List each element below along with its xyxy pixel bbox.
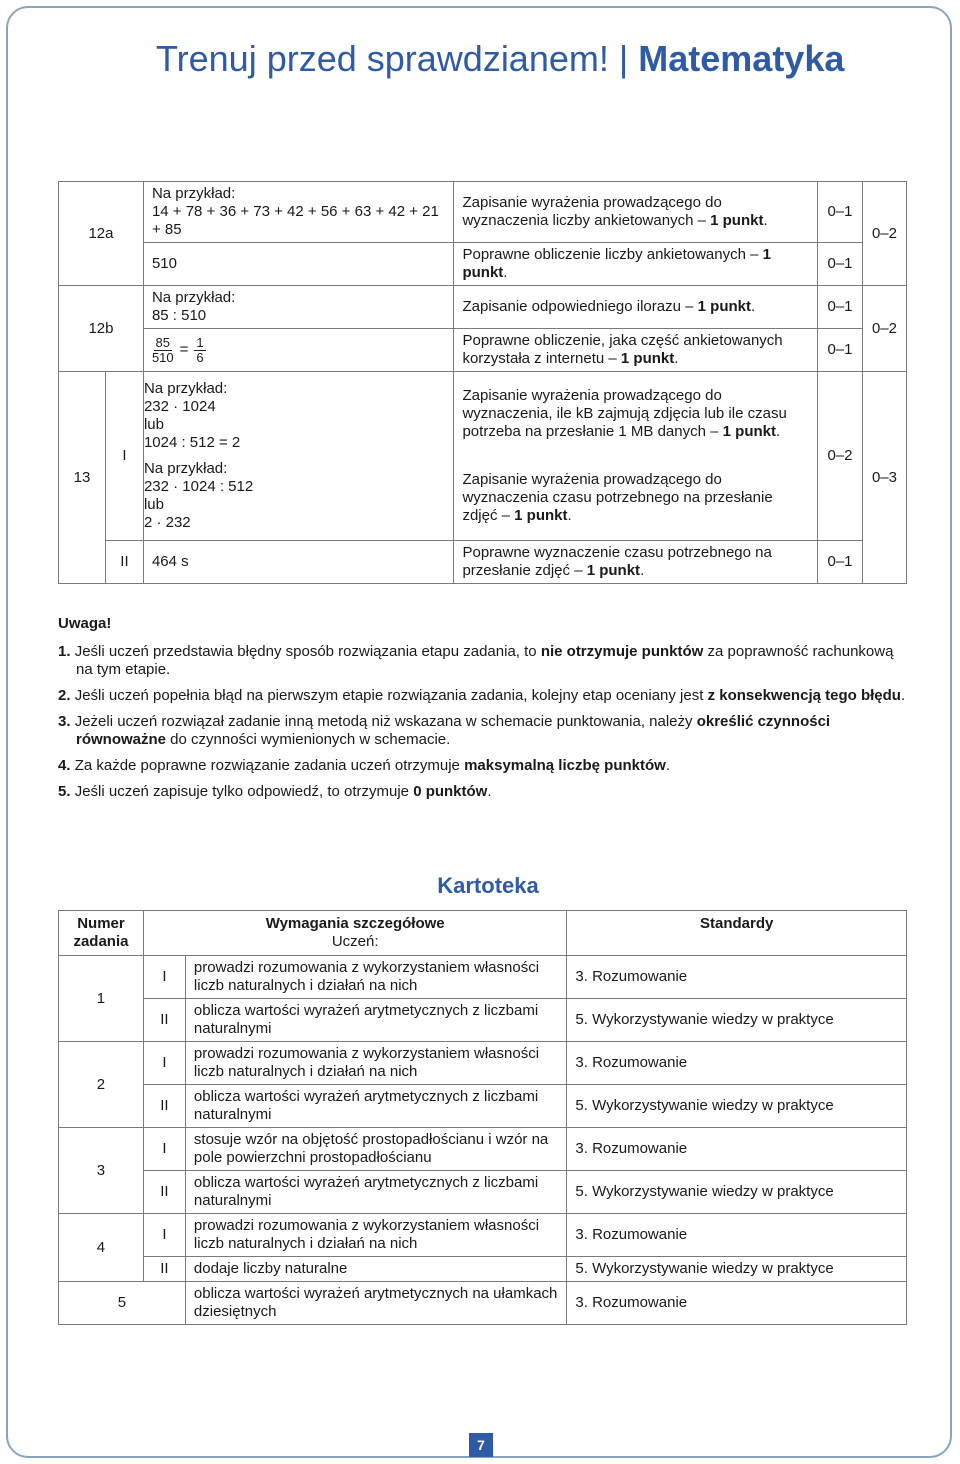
stage-number: II [143, 999, 185, 1042]
fraction-denominator: 6 [196, 349, 204, 365]
note-item [58, 643, 908, 679]
requirement: stosuje wzór na objętość prostopadłościanu i wzór na pole powierzchni prostopadłościanu [185, 1128, 566, 1171]
criterion-text: Zapisanie wyrażenia prowadzącego do wyznaczenia liczby ankietowanych – [462, 194, 722, 229]
table-row [59, 999, 907, 1042]
example-expression: 232 · 1024 : 512 [143, 478, 254, 495]
header-task-number: Numer zadania [59, 911, 144, 956]
standard: 3. Rozumowanie [567, 956, 907, 999]
points-range: 0–1 [817, 329, 862, 372]
scoring-table [58, 181, 907, 584]
note-number: 3. [58, 713, 71, 730]
table-row [59, 1128, 907, 1171]
task-number: 5 [59, 1282, 186, 1325]
header-requirements [143, 911, 566, 956]
requirement: prowadzi rozumowania z wykorzystaniem własności liczb naturalnych i działań na nich [185, 1214, 566, 1257]
note-emphasis: nie otrzymuje punktów [540, 643, 704, 660]
points-range: 0–1 [817, 243, 862, 286]
kartoteka-table [58, 910, 907, 1325]
standard: 3. Rozumowanie [567, 1214, 907, 1257]
criterion-points: 1 punkt [462, 246, 771, 281]
requirement: oblicza wartości wyrażeń arytmetycznych z liczbami naturalnymi [185, 1171, 566, 1214]
criterion-text: Zapisanie wyrażenia prowadzącego do wyznaczenia, ile kB zajmują zdjęcia lub ile czasu potrzeba na przesłanie 1 MB danych – [462, 387, 787, 440]
note-emphasis: maksymalną liczbę punktów [464, 757, 666, 774]
task-number: 4 [59, 1214, 144, 1282]
requirement: dodaje liczby naturalne [185, 1257, 566, 1282]
example-label: Na przykład: [143, 460, 228, 477]
criterion: Poprawne obliczenie liczby ankietowanych – 1 punkt. [454, 243, 818, 286]
criterion-text: Poprawne obliczenie, jaka część ankietowanych korzystała z internetu – [462, 332, 783, 367]
example-solution [143, 372, 454, 541]
criterion: Poprawne obliczenie, jaka część ankietowanych korzystała z internetu – 1 punkt. [454, 329, 818, 372]
example-label: Na przykład: [143, 380, 228, 397]
table-row [59, 182, 907, 243]
table-row [59, 1257, 907, 1282]
note-text: za poprawność rachunkową na tym etapie. [76, 643, 894, 678]
requirement: prowadzi rozumowania z wykorzystaniem własności liczb naturalnych i działań na nich [185, 1042, 566, 1085]
note-text: Za każde poprawne rozwiązanie zadania uczeń otrzymuje [74, 757, 465, 774]
total-points: 0–2 [862, 286, 906, 372]
note-text: do czynności wymienionych w schemacie. [166, 731, 451, 748]
table-row [59, 286, 907, 329]
requirement: oblicza wartości wyrażeń arytmetycznych z liczbami naturalnymi [185, 1085, 566, 1128]
criterion: Zapisanie odpowiedniego ilorazu – 1 punkt. [454, 286, 818, 329]
note-number: 4. [58, 757, 71, 774]
stage-number: II [143, 1171, 185, 1214]
table-row [59, 956, 907, 999]
table-row [59, 1042, 907, 1085]
table-row [59, 541, 907, 584]
total-points: 0–2 [862, 182, 906, 286]
criterion-points: 1 punkt [620, 350, 675, 367]
standard: 3. Rozumowanie [567, 1282, 907, 1325]
fraction-result [143, 329, 454, 372]
criterion: Poprawne wyznaczenie czasu potrzebnego na przesłanie zdjęć – 1 punkt. [454, 541, 818, 584]
requirement: oblicza wartości wyrażeń arytmetycznych na ułamkach dziesiętnych [185, 1282, 566, 1325]
table-row [59, 1214, 907, 1257]
notes-heading: Uwaga! [58, 615, 112, 632]
title-light: Trenuj przed sprawdzianem! [156, 38, 609, 79]
task-number: 1 [59, 956, 144, 1042]
standard: 5. Wykorzystywanie wiedzy w praktyce [567, 1085, 907, 1128]
example-or: lub [143, 496, 164, 513]
table-row [59, 1282, 907, 1325]
table-row [59, 1171, 907, 1214]
note-text: . [487, 783, 492, 800]
fraction [194, 336, 205, 365]
page-title [156, 38, 844, 80]
example-result: 510 [143, 243, 454, 286]
table-row [59, 243, 907, 286]
page-number: 7 [469, 1433, 493, 1457]
points-range: 0–1 [817, 182, 862, 243]
equals-sign: = [179, 341, 189, 358]
standard: 5. Wykorzystywanie wiedzy w praktyce [567, 1171, 907, 1214]
note-text: Jeśli uczeń popełnia błąd na pierwszym etapie rozwiązania zadania, kolejny etap oceniany jest [74, 687, 708, 704]
example-expression: 14 + 78 + 36 + 73 + 42 + 56 + 63 + 42 + 21 + 85 [151, 203, 439, 238]
criterion-points: 1 punkt [697, 298, 751, 315]
task-number: 13 [59, 372, 106, 584]
note-item [58, 757, 908, 775]
note-text: Jeśli uczeń przedstawia błędny sposób rozwiązania etapu zadania, to [74, 643, 541, 660]
standard: 5. Wykorzystywanie wiedzy w praktyce [567, 1257, 907, 1282]
note-emphasis: 0 punktów [413, 783, 488, 800]
note-item [58, 713, 908, 749]
criterion-points: 1 punkt [722, 423, 776, 440]
criterion-text: Zapisanie odpowiedniego ilorazu – [462, 298, 694, 315]
criterion-text: Poprawne wyznaczenie czasu potrzebnego na przesłanie zdjęć – [462, 544, 772, 579]
fraction [152, 336, 174, 365]
note-text: . [665, 757, 670, 774]
fraction-denominator: 510 [151, 349, 174, 365]
stage-number: I [143, 1128, 185, 1171]
table-row [59, 372, 907, 541]
header-requirements-title: Wymagania szczegółowe [265, 915, 445, 932]
example-expression: 2 · 232 [143, 514, 191, 531]
notes-section [58, 615, 908, 809]
header-requirements-sub: Uczeń: [331, 933, 379, 950]
task-number: 3 [59, 1128, 144, 1214]
note-number: 1. [58, 643, 71, 660]
table-row [59, 329, 907, 372]
example-expression: 232 · 1024 [143, 398, 216, 415]
stage-number: II [105, 541, 143, 584]
stage-number: I [143, 1042, 185, 1085]
note-text: Jeśli uczeń zapisuje tylko odpowiedź, to otrzymuje [74, 783, 414, 800]
stage-number: II [143, 1085, 185, 1128]
fraction-numerator: 85 [155, 334, 171, 350]
standard: 3. Rozumowanie [567, 1042, 907, 1085]
criterion: Zapisanie wyrażenia prowadzącego do wyznaczenia liczby ankietowanych – 1 punkt. [454, 182, 818, 243]
criterion: Zapisanie wyrażenia prowadzącego do wyznaczenia, ile kB zajmują zdjęcia lub ile czasu potrzeba na przesłanie 1 MB danych – 1 punkt. Zapisanie wyrażenia prowadzącego do wyznaczenia czasu potrzebnego na przesłanie zdjęć – 1 punkt. [454, 372, 818, 541]
title-bold: Matematyka [638, 38, 845, 79]
table-header-row [59, 911, 907, 956]
note-emphasis: z konsekwencją tego błędu [707, 687, 901, 704]
note-item [58, 687, 908, 705]
note-item [58, 783, 908, 801]
note-number: 2. [58, 687, 71, 704]
task-number: 12b [59, 286, 144, 372]
example-label: Na przykład: [151, 289, 236, 306]
criterion-text: Zapisanie wyrażenia prowadzącego do wyznaczenia czasu potrzebnego na przesłanie zdjęć – [462, 471, 773, 524]
points-range: 0–2 [817, 372, 862, 541]
title-separator: | [618, 38, 629, 79]
example-solution [143, 286, 454, 329]
standard: 5. Wykorzystywanie wiedzy w praktyce [567, 999, 907, 1042]
kartoteka-title: Kartoteka [437, 873, 539, 898]
criterion-points: 1 punkt [586, 562, 641, 579]
header-standards: Standardy [567, 911, 907, 956]
note-emphasis: określić czynności równoważne [76, 713, 831, 748]
table-row [59, 1085, 907, 1128]
criterion-points: 1 punkt [514, 507, 568, 524]
stage-number: I [143, 1214, 185, 1257]
example-label: Na przykład: [151, 185, 236, 202]
task-number: 2 [59, 1042, 144, 1128]
points-range: 0–1 [817, 286, 862, 329]
stage-number: II [143, 1257, 185, 1282]
stage-number: I [105, 372, 143, 541]
fraction-numerator: 1 [196, 334, 204, 350]
requirement: oblicza wartości wyrażeń arytmetycznych z liczbami naturalnymi [185, 999, 566, 1042]
note-text: . [900, 687, 906, 704]
example-solution [143, 182, 454, 243]
note-number: 5. [58, 783, 71, 800]
requirement: prowadzi rozumowania z wykorzystaniem własności liczb naturalnych i działań na nich [185, 956, 566, 999]
stage-number: I [143, 956, 185, 999]
task-number: 12a [59, 182, 144, 286]
example-expression: 85 : 510 [151, 307, 207, 324]
example-expression: 1024 : 512 = 2 [143, 434, 241, 451]
note-text: Jeżeli uczeń rozwiązał zadanie inną metodą niż wskazana w schemacie punktowania, należy [74, 713, 697, 730]
example-result: 464 s [143, 541, 454, 584]
points-range: 0–1 [817, 541, 862, 584]
standard: 3. Rozumowanie [567, 1128, 907, 1171]
criterion-points: 1 punkt [710, 212, 764, 229]
criterion-text: Poprawne obliczenie liczby ankietowanych – [462, 246, 759, 263]
total-points: 0–3 [862, 372, 906, 584]
example-or: lub [143, 416, 164, 433]
